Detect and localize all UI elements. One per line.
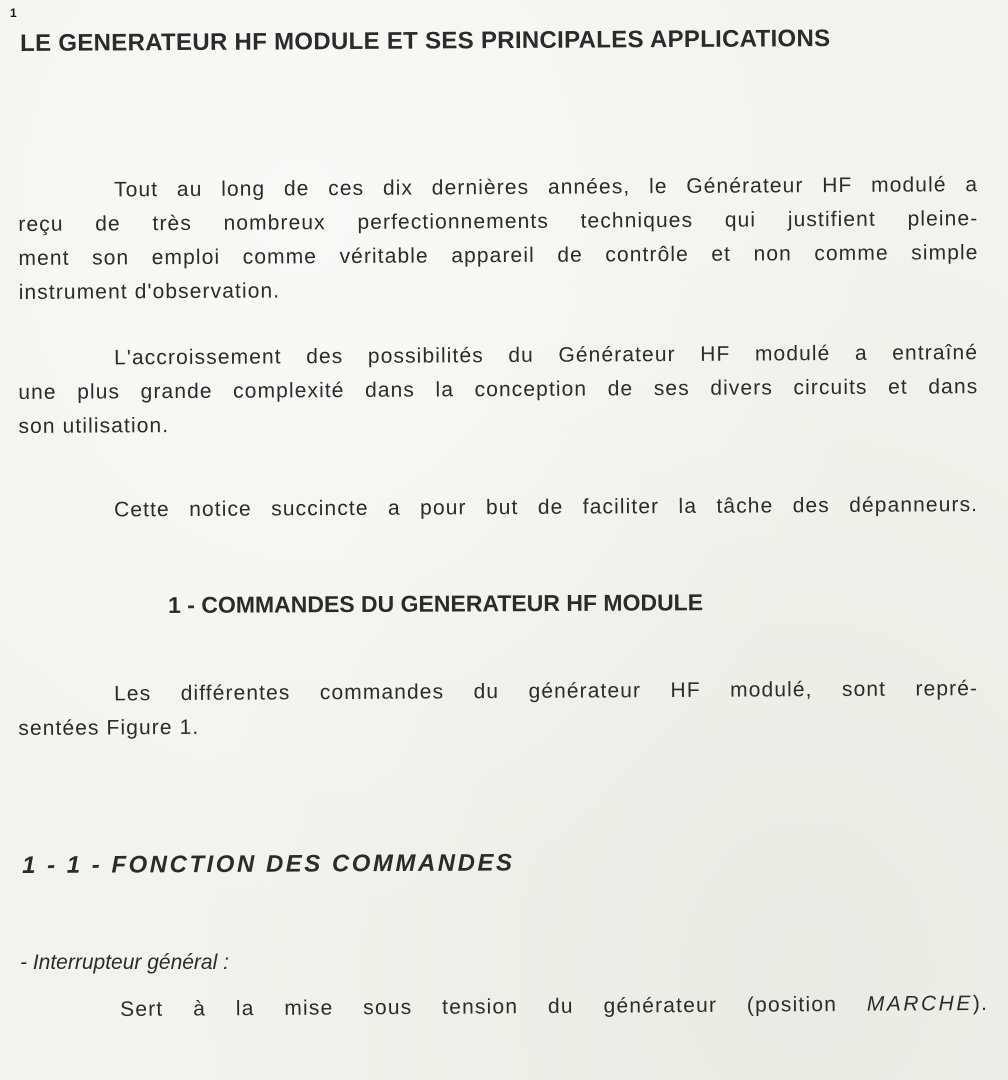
- paragraph-line: Cette notice succincte a pour but de faciliter la tâche des dépanneurs.: [114, 493, 979, 522]
- paragraph-line: reçu de très nombreux perfectionnements techniques qui justifient pleine-: [18, 207, 979, 236]
- item-text-after: ).: [972, 991, 989, 1016]
- paragraph-line: L'accroissement des possibilités du Générateur HF modulé a entraîné: [114, 341, 979, 370]
- document-title: LE GENERATEUR HF MODULE ET SES PRINCIPALES APPLICATIONS: [20, 25, 831, 57]
- paragraph-purpose: [18, 488, 978, 528]
- paragraph-commands: [18, 672, 978, 746]
- paragraph-line: instrument d'observation.: [18, 279, 281, 304]
- paragraph-line: une plus grande complexité dans la conception de ses divers circuits et dans: [18, 375, 979, 404]
- paragraph-line: ment son emploi comme véritable appareil de contrôle et non comme simple: [18, 241, 979, 270]
- paragraph-intro: [18, 168, 979, 310]
- paragraph-line: son utilisation.: [18, 414, 170, 438]
- paragraph-complexity: [18, 336, 979, 444]
- page-number: 1: [10, 6, 17, 20]
- item-emphasis: MARCHE: [866, 992, 973, 1016]
- paragraph-line: sentées Figure 1.: [18, 715, 200, 740]
- item-text-before: Sert à la mise sous tension du générateur (position: [120, 992, 867, 1021]
- subsection-heading: 1 - 1 - FONCTION DES COMMANDES: [22, 849, 515, 879]
- item-description: [120, 992, 988, 1022]
- paragraph-line: Les différentes commandes du générateur HF modulé, sont repré-: [114, 677, 979, 706]
- section-heading: 1 - COMMANDES DU GENERATEUR HF MODULE: [168, 589, 704, 618]
- paragraph-line: Tout au long de ces dix dernières années, le Générateur HF modulé a: [114, 173, 979, 202]
- item-label: - Interrupteur général :: [20, 951, 229, 974]
